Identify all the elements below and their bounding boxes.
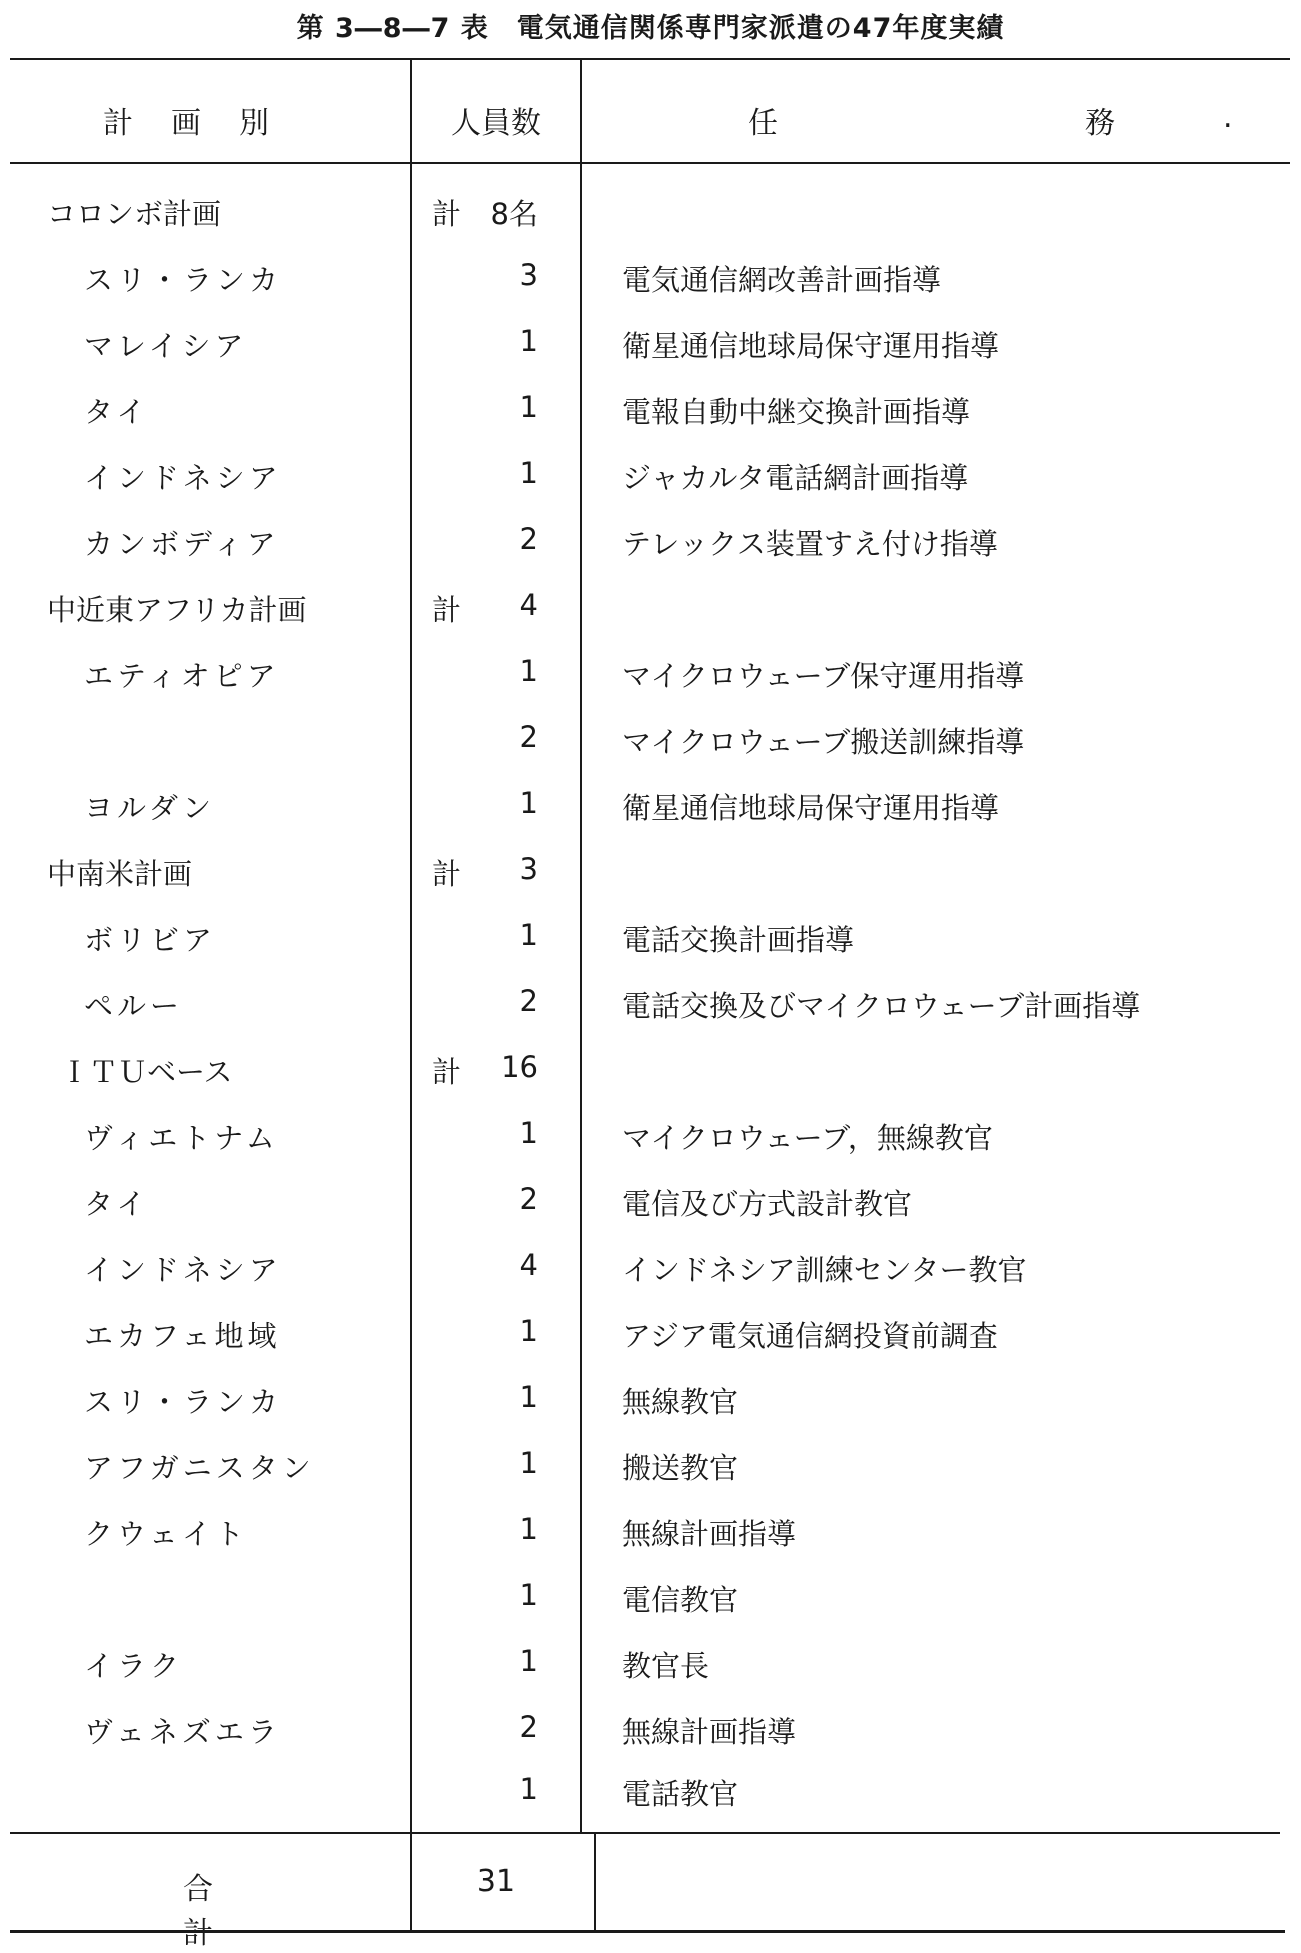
header-bottom-rule	[10, 162, 1290, 164]
row-task: 無線教官	[622, 1385, 739, 1419]
header-mark: .	[1223, 100, 1233, 135]
header-count: 人員数	[451, 106, 541, 141]
row-task: 電話交換計画指導	[622, 923, 855, 957]
row-plan-name: ヨルダン	[84, 791, 216, 825]
row-count: 1	[519, 390, 538, 424]
table-row	[0, 1694, 1301, 1760]
row-task: 電気通信網改善計画指導	[622, 263, 942, 297]
row-task: 電報自動中継交換計画指導	[622, 395, 971, 429]
row-count: 1	[519, 1644, 538, 1678]
table-row	[0, 506, 1301, 572]
row-count: 1	[519, 1772, 538, 1806]
table-row	[0, 1100, 1301, 1166]
row-count: 1	[519, 654, 538, 688]
row-count: 2	[519, 1182, 538, 1216]
row-subtotal-mark: 計	[432, 857, 462, 891]
row-plan-name: タイ	[84, 395, 150, 429]
row-task: 電信及び方式設計教官	[622, 1187, 913, 1221]
row-task: 搬送教官	[622, 1451, 739, 1485]
table-row	[0, 242, 1301, 308]
total-top-rule	[10, 1832, 1280, 1834]
row-plan-name: 中近東アフリカ計画	[47, 593, 307, 627]
row-count: 16	[501, 1050, 538, 1084]
row-task: マイクロウェーブ，無線教官	[622, 1121, 993, 1155]
total-label: 合計	[183, 1872, 271, 1951]
row-task: マイクロウェーブ保守運用指導	[622, 659, 1025, 693]
row-count: 2	[519, 522, 538, 556]
table-row	[0, 308, 1301, 374]
table-row	[0, 176, 1301, 242]
row-task: マイクロウェーブ搬送訓練指導	[622, 725, 1025, 759]
top-rule	[10, 58, 1290, 60]
table-row	[0, 1628, 1301, 1694]
table-row	[0, 1166, 1301, 1232]
row-plan-name: クウェイト	[84, 1517, 248, 1551]
row-count: 1	[519, 1380, 538, 1414]
row-plan-name: 中南米計画	[47, 857, 193, 891]
row-task: 無線計画指導	[622, 1517, 797, 1551]
row-count: 1	[519, 1512, 538, 1546]
row-plan-name: スリ・ランカ	[84, 263, 283, 297]
row-plan-name: エカフェ地域	[84, 1319, 281, 1353]
row-subtotal-mark: 計	[432, 1055, 462, 1089]
row-plan-name: ヴィエトナム	[84, 1121, 279, 1155]
row-count: 2	[519, 1710, 538, 1744]
header-task-part1: 任	[748, 106, 778, 141]
row-plan-name: ペルー	[84, 989, 184, 1023]
row-plan-name: スリ・ランカ	[84, 1385, 283, 1419]
row-count: 3	[519, 852, 538, 886]
row-plan-name: カンボディア	[84, 527, 280, 561]
row-count: 1	[519, 456, 538, 490]
row-task: テレックス装置すえ付け指導	[622, 527, 998, 561]
table-row	[0, 440, 1301, 506]
row-count: 1	[519, 1578, 538, 1612]
row-count: 1	[519, 918, 538, 952]
table-row	[0, 1430, 1301, 1496]
row-plan-name: ＩＴＵベース	[60, 1055, 233, 1089]
table-row	[0, 1232, 1301, 1298]
row-count: 4	[519, 588, 538, 622]
header-task-part2: 務	[1085, 106, 1115, 141]
row-count: 1	[519, 1116, 538, 1150]
row-plan-name: イラク	[84, 1649, 184, 1683]
table-title: 第 3―8―7 表 電気通信関係専門家派遣の47年度実績	[296, 13, 1005, 44]
row-count: 4	[519, 1248, 538, 1282]
table-row	[0, 1496, 1301, 1562]
table-row	[0, 836, 1301, 902]
row-task: 衛星通信地球局保守運用指導	[622, 329, 1000, 363]
header-plan: 計画別	[103, 106, 307, 141]
total-row	[0, 1848, 1301, 1951]
table-row	[0, 1298, 1301, 1364]
table-row	[0, 638, 1301, 704]
row-count: 1	[519, 1314, 538, 1348]
table-row	[0, 1034, 1301, 1100]
row-task: 教官長	[622, 1649, 710, 1683]
row-count: 8名	[490, 197, 538, 231]
table-row	[0, 572, 1301, 638]
row-task: 無線計画指導	[622, 1715, 797, 1749]
row-plan-name: エティオピア	[84, 659, 280, 693]
row-plan-name: ボリビア	[84, 923, 217, 957]
table-row	[0, 968, 1301, 1034]
row-task: 電信教官	[622, 1583, 739, 1617]
table-row	[0, 902, 1301, 968]
row-count: 2	[519, 984, 538, 1018]
row-subtotal-mark: 計	[432, 197, 462, 231]
row-count: 1	[519, 1446, 538, 1480]
row-count: 3	[519, 258, 538, 292]
table-row	[0, 1364, 1301, 1430]
row-plan-name: マレイシア	[84, 329, 248, 363]
row-subtotal-mark: 計	[432, 593, 462, 627]
table-row	[0, 1756, 1301, 1822]
row-count: 1	[519, 786, 538, 820]
row-plan-name: インドネシア	[84, 461, 282, 495]
table-row	[0, 770, 1301, 836]
row-plan-name: アフガニスタン	[84, 1451, 315, 1485]
table-row	[0, 374, 1301, 440]
row-count: 2	[519, 720, 538, 754]
row-plan-name: タイ	[84, 1187, 150, 1221]
row-plan-name: ヴェネズエラ	[84, 1715, 281, 1749]
row-task: 電話交換及びマイクロウェーブ計画指導	[622, 989, 1141, 1023]
table-row	[0, 1562, 1301, 1628]
row-task: 電話教官	[622, 1777, 739, 1811]
table-row	[0, 704, 1301, 770]
row-count: 1	[519, 324, 538, 358]
row-plan-name: インドネシア	[84, 1253, 282, 1287]
row-plan-name: コロンボ計画	[47, 197, 222, 231]
row-task: インドネシア訓練センター教官	[622, 1253, 1027, 1287]
row-task: ジャカルタ電話網計画指導	[622, 461, 969, 495]
row-task: アジア電気通信網投資前調査	[622, 1319, 998, 1353]
total-value: 31	[476, 1864, 516, 1899]
row-task: 衛星通信地球局保守運用指導	[622, 791, 1000, 825]
